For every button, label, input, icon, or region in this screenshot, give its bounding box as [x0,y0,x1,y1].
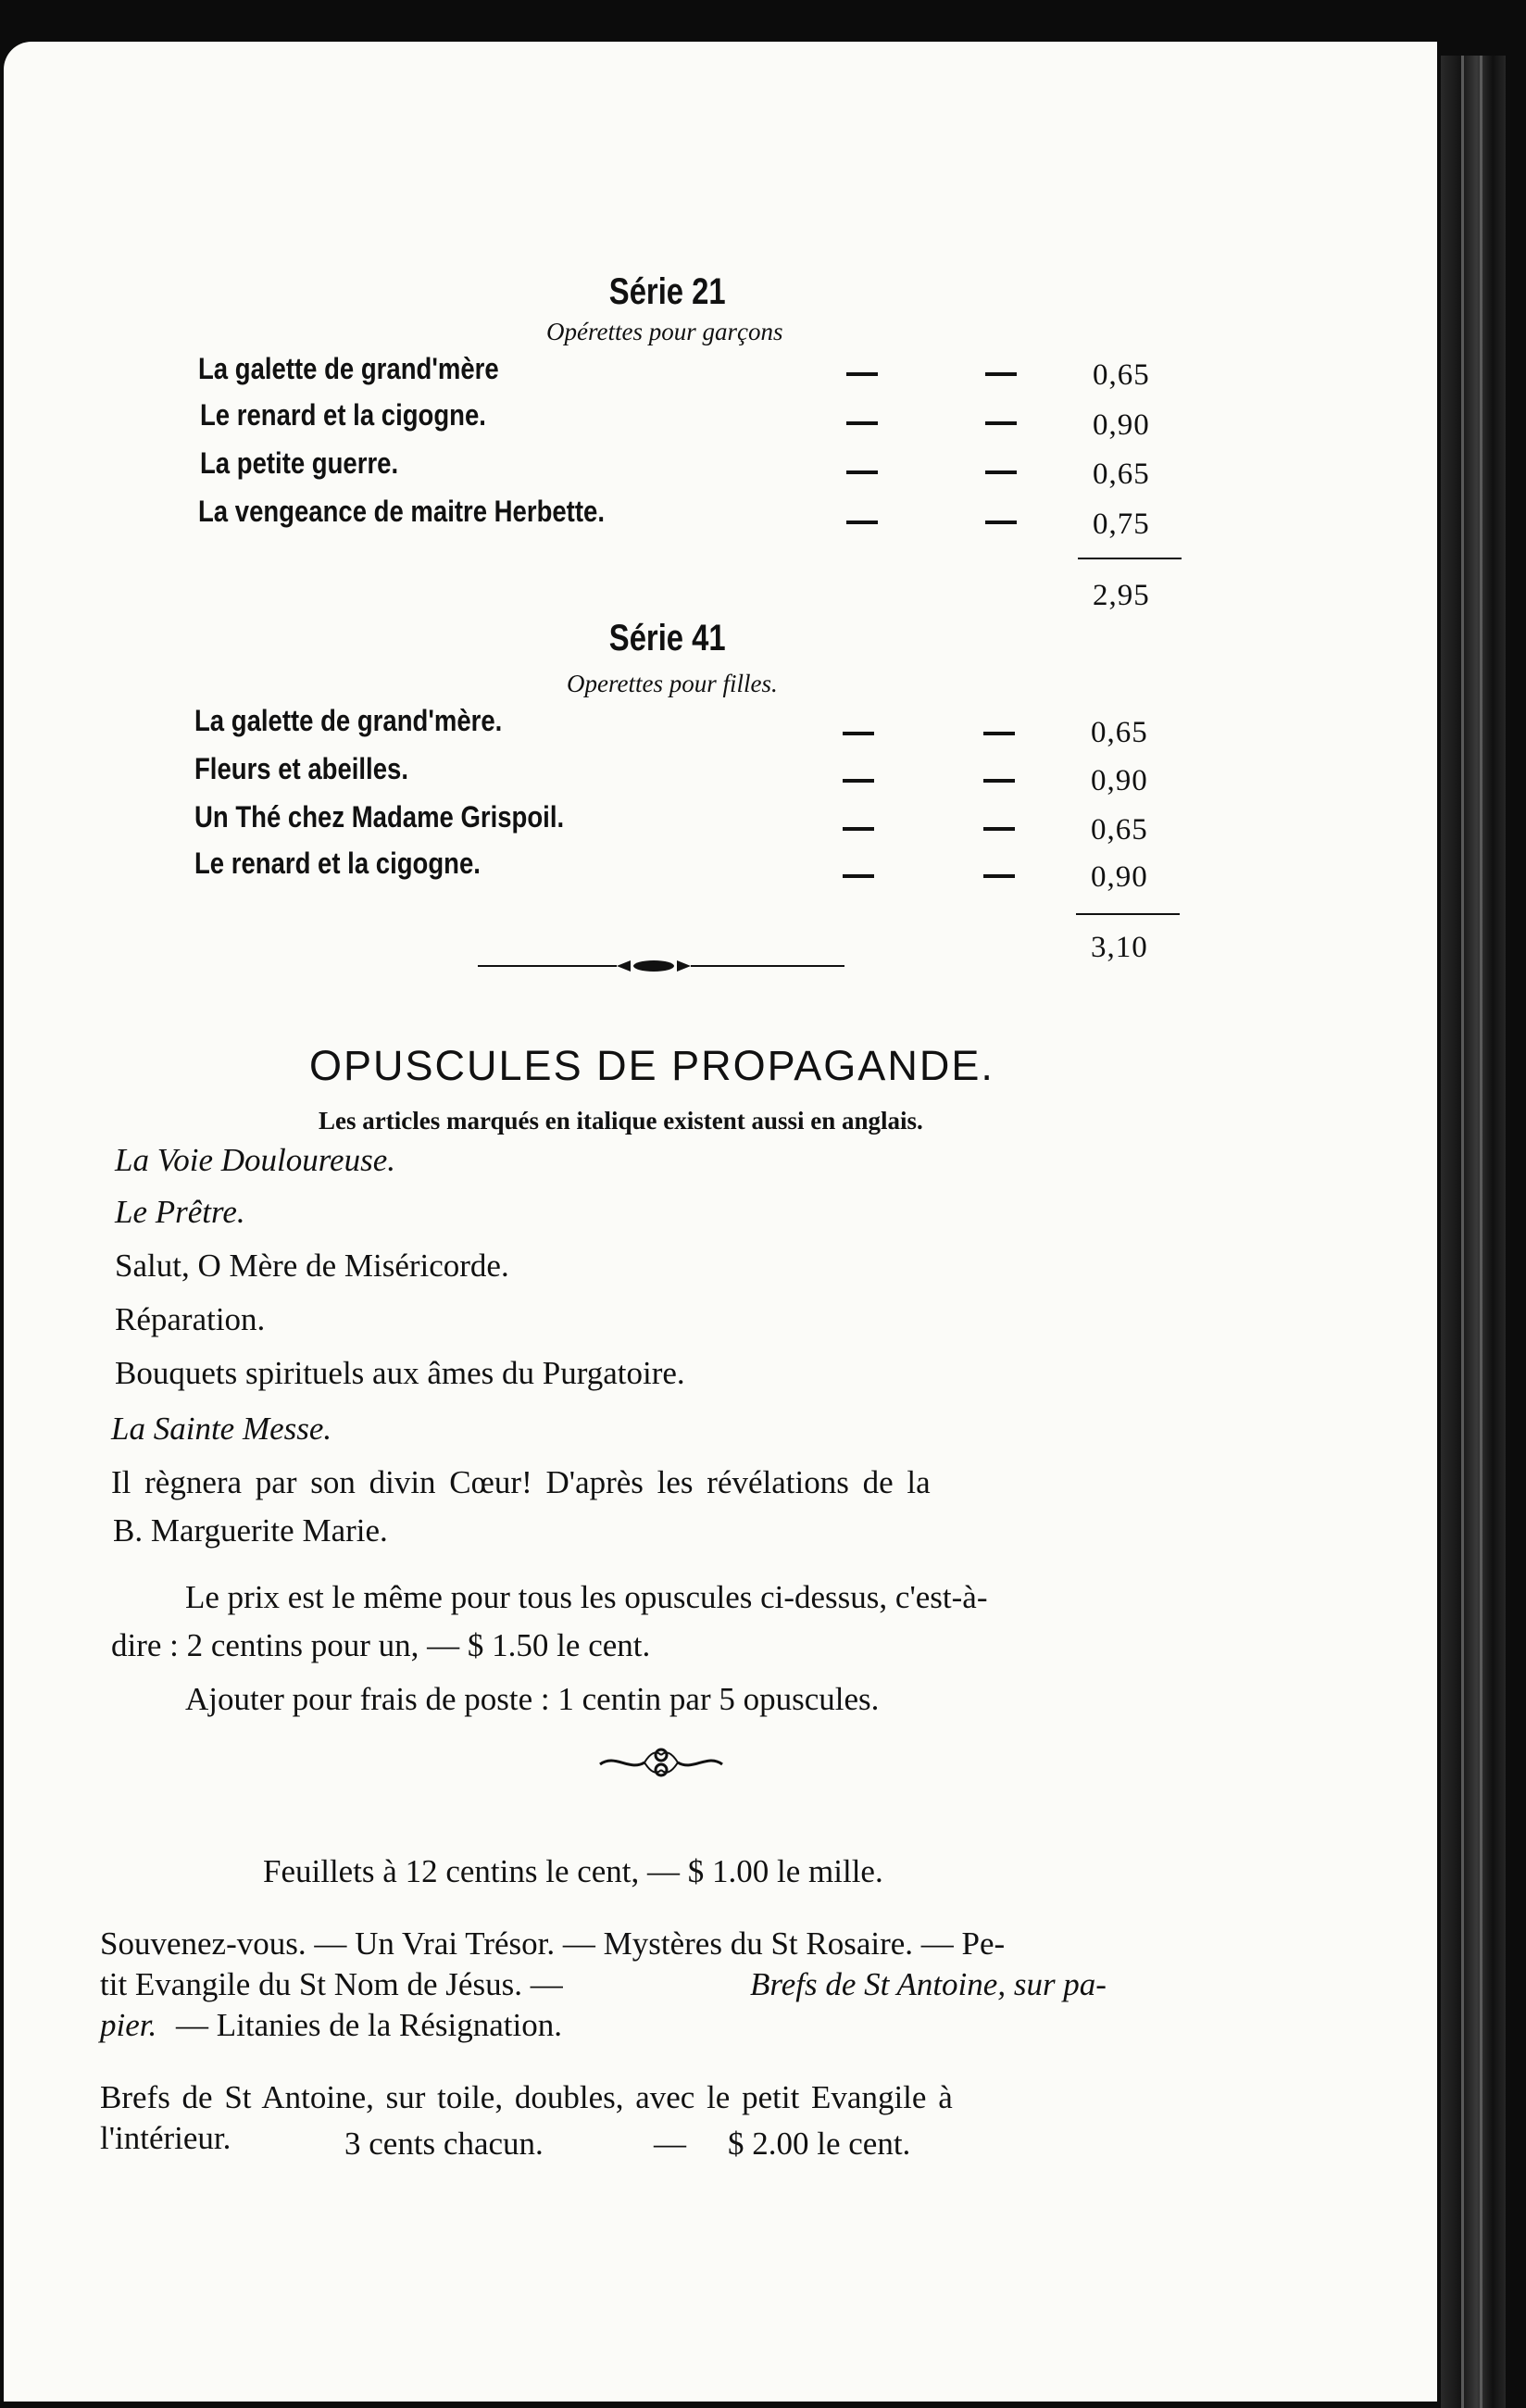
serie-21-item: La petite guerre. [200,446,399,480]
postage-line: Ajouter pour frais de poste : 1 centin par 5 opuscules. [185,1681,880,1717]
opuscules-heading: OPUSCULES DE PROPAGANDE. [309,1042,994,1089]
brefs-line-2a: l'intérieur. [100,2120,231,2156]
opuscule-item: Réparation. [115,1301,266,1337]
serie-41-title: Série 41 [608,618,726,658]
brefs-line-1: Brefs de St Antoine, sur toile, doubles, avec le petit Evangile à [100,2079,953,2115]
regnera-line-1: Il règnera par son divin Cœur! D'après les révélations de la [111,1464,931,1500]
opuscule-item: La Voie Douloureuse. [115,1142,395,1178]
ditto-dash [985,421,1017,425]
sum-rule [1076,913,1180,915]
ditto-dash [843,732,874,735]
regnera-line-2: B. Marguerite Marie. [113,1512,388,1549]
flourish-ornament [596,1744,726,1781]
prix-line-2: dire : 2 centins pour un, — $ 1.50 le cent. [111,1627,651,1663]
brefs-line-2b: 3 cents chacun. [344,2126,544,2162]
ditto-dash [846,421,878,425]
book-edge [1441,56,1506,2408]
opuscule-item: Bouquets spirituels aux âmes du Purgatoire. [115,1355,685,1391]
feuillets-line-3b: — Litanies de la Résignation. [176,2007,562,2043]
serie-41-total: 3,10 [1091,931,1148,964]
ditto-dash [983,732,1015,735]
serie-41-item: Un Thé chez Madame Grispoil. [194,800,565,834]
brefs-line-2c: — [654,2126,686,2162]
serie-21-item: La vengeance de maitre Herbette. [198,495,605,528]
opuscule-item: Le Prêtre. [115,1194,245,1230]
feuillets-line-2b: Brefs de St Antoine, sur pa- [750,1966,1107,2002]
ditto-dash [843,827,874,831]
ditto-dash [983,827,1015,831]
prix-line-1: Le prix est le même pour tous les opuscules ci-dessus, c'est-à- [185,1579,988,1615]
italics-note: Les articles marqués en italique existent aussi en anglais. [319,1107,923,1135]
serie-41-subtitle: Operettes pour filles. [567,670,778,697]
ditto-dash [843,779,874,783]
feuillets-line-2a: tit Evangile du St Nom de Jésus. — [100,1966,563,2002]
ditto-dash [985,520,1017,524]
feuillets-line-3a: pier. [100,2007,157,2043]
serie-21-item: Le renard et la cigogne. [200,398,486,432]
ditto-dash [846,372,878,376]
ditto-dash [985,470,1017,474]
serie-21-title: Série 21 [608,271,726,312]
serie-21-item: La galette de grand'mère [198,352,499,385]
serie-41-price: 0,65 [1091,813,1148,847]
serie-21-price: 0,65 [1093,458,1150,491]
serie-21-price: 0,65 [1093,358,1150,392]
ditto-dash [843,874,874,878]
opuscule-item: La Sainte Messe. [111,1411,332,1447]
serie-41-price: 0,65 [1091,716,1148,749]
serie-41-price: 0,90 [1091,764,1148,797]
ditto-dash [846,520,878,524]
serie-41-item: Le renard et la cigogne. [194,847,481,880]
opuscule-item: Salut, O Mère de Miséricorde. [115,1248,509,1284]
ditto-dash [846,470,878,474]
serie-21-total: 2,95 [1093,579,1150,612]
ditto-dash [985,372,1017,376]
serie-41-item: Fleurs et abeilles. [194,752,408,785]
ditto-dash [983,779,1015,783]
brefs-line-2d: $ 2.00 le cent. [728,2126,911,2162]
divider-ornament [478,957,844,975]
feuillets-price: Feuillets à 12 centins le cent, — $ 1.00 le mille. [263,1853,883,1889]
document-page [4,42,1437,2402]
book-edge-line [1461,56,1464,2408]
serie-41-item: La galette de grand'mère. [194,704,503,737]
feuillets-line-1: Souvenez-vous. — Un Vrai Trésor. — Mystères du St Rosaire. — Pe- [100,1925,1006,1962]
serie-21-price: 0,90 [1093,408,1150,442]
serie-21-subtitle: Opérettes pour garçons [546,318,783,345]
sum-rule [1078,558,1182,559]
ditto-dash [983,874,1015,878]
serie-41-price: 0,90 [1091,860,1148,894]
book-edge-line [1480,56,1482,2408]
serie-21-price: 0,75 [1093,508,1150,541]
